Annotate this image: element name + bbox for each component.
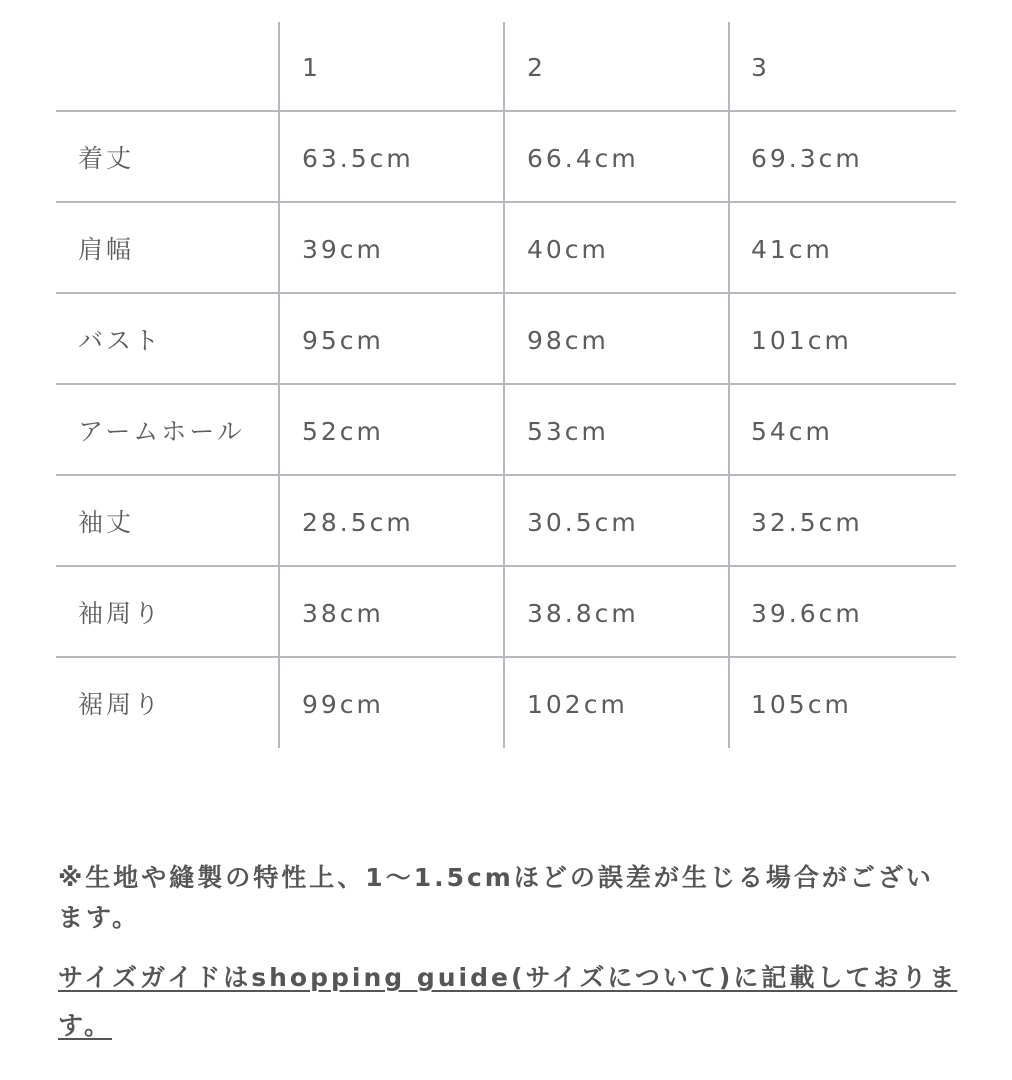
header-label (78, 22, 248, 113)
size-2-value: 102cm (527, 690, 628, 719)
size-2-value: 98cm (527, 326, 609, 355)
row-label: 袖周り (78, 599, 163, 628)
table-row (56, 568, 956, 659)
size-3-value: 101cm (751, 326, 852, 355)
row-divider (56, 110, 956, 112)
size-2-value: 40cm (527, 235, 609, 264)
column-divider (503, 22, 505, 748)
row-label: バスト (78, 326, 163, 355)
row-divider (56, 565, 956, 567)
row-label: 着丈 (78, 144, 135, 173)
size-1-header: 1 (302, 53, 321, 82)
row-divider (56, 474, 956, 476)
size-2-value: 38.8cm (527, 599, 639, 628)
table-row (56, 386, 956, 477)
tolerance-note: ※生地や縫製の特性上、1〜1.5cmほどの誤差が生じる場合がございます。 (58, 863, 934, 932)
row-divider (56, 292, 956, 294)
size-table (56, 22, 956, 748)
size-1-value: 52cm (302, 417, 384, 446)
size-1-value: 95cm (302, 326, 384, 355)
size-guide-link[interactable]: サイズガイドはshopping guide(サイズについて)に記載しております。 (58, 963, 958, 1040)
size-3-value: 32.5cm (751, 508, 863, 537)
size-1-value: 63.5cm (302, 144, 414, 173)
size-3-value: 39.6cm (751, 599, 863, 628)
size-3-value: 105cm (751, 690, 852, 719)
size-2-header: 2 (527, 53, 546, 82)
table-row (56, 659, 956, 750)
row-label: 袖丈 (78, 508, 135, 537)
size-2-value: 66.4cm (527, 144, 639, 173)
row-divider (56, 383, 956, 385)
size-3-header: 3 (751, 53, 770, 82)
size-3-value: 54cm (751, 417, 833, 446)
column-divider (278, 22, 280, 748)
column-divider (728, 22, 730, 748)
table-header-row (56, 22, 956, 113)
size-1-value: 99cm (302, 690, 384, 719)
table-row (56, 295, 956, 386)
row-label: 肩幅 (78, 235, 135, 264)
table-row (56, 477, 956, 568)
table-row (56, 204, 956, 295)
row-label: 裾周り (78, 690, 163, 719)
size-3-value: 41cm (751, 235, 833, 264)
size-2-value: 30.5cm (527, 508, 639, 537)
size-1-value: 28.5cm (302, 508, 414, 537)
size-2-value: 53cm (527, 417, 609, 446)
row-label: アームホール (78, 417, 245, 446)
size-1-value: 38cm (302, 599, 384, 628)
table-row (56, 113, 956, 204)
size-1-value: 39cm (302, 235, 384, 264)
size-3-value: 69.3cm (751, 144, 863, 173)
row-divider (56, 656, 956, 658)
row-divider (56, 201, 956, 203)
